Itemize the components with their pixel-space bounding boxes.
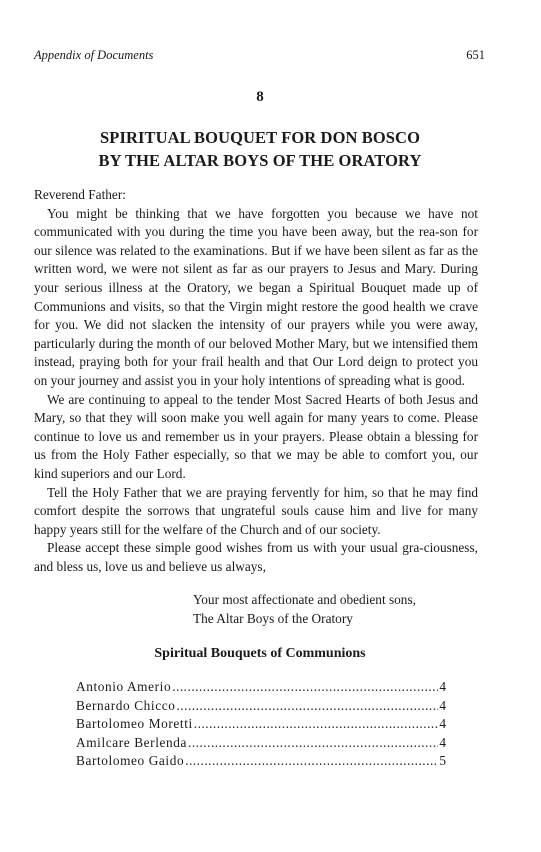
entry-count: 4: [439, 716, 446, 732]
running-title: Appendix of Documents: [34, 48, 154, 62]
salutation: Reverend Father:: [34, 187, 126, 202]
document-title: [0, 126, 520, 172]
letter-paragraph: We are continuing to appeal to the tender Most Sacred Hearts of both Jesus and Mary, so that they will soon make you well again for many years to come. Please continue to love us and remember us in your prayers. Please obtain a blessing for us from the Holy Father especially, so that we may be able to comfort you, our kind superiors and our Lord.: [34, 391, 478, 481]
document-title-line: SPIRITUAL BOUQUET FOR DON BOSCO: [99, 128, 421, 147]
letter-paragraph: You might be thinking that we have forgotten you because we have not communicated with you during the time you have been away, but the rea-son for our silence was related to the examinations. But if we have been silent as far as the written word, we were not silent as far as our prayers to Jesus and Mary. During your serious illness at the Oratory, we began a Spiritual Bouquet made up of Communions and visits, so that the Virgin might restore the good health we crave for you. We did not slacken the intensity of our prayers while you were away, particularly during the month of our beloved Mother Mary, but we intensified them instead, praying both for your frail health and that Our Lord deign to protect you on your journey and assist you in your holy intentions of spreading what is good.: [34, 205, 478, 388]
dot-leader: [188, 734, 438, 753]
list-item: [76, 734, 446, 753]
section-heading: Spiritual Bouquets of Communions: [154, 646, 366, 661]
letter-body: [34, 186, 478, 576]
letter-paragraph: Please accept these simple good wishes from us with your usual gra-ciousness, and bless us, love us and believe us always,: [34, 540, 478, 574]
signature-line: Your most affectionate and obedient sons,: [193, 592, 416, 607]
communions-list: [76, 678, 446, 771]
entry-name: Bernardo Chicco: [76, 697, 176, 713]
entry-count: 4: [439, 734, 446, 750]
dot-leader: [172, 678, 438, 697]
signature-block: [193, 591, 416, 628]
dot-leader: [176, 697, 438, 716]
dot-leader: [194, 715, 439, 734]
document-title-line: BY THE ALTAR BOYS OF THE ORATORY: [98, 151, 422, 170]
entry-name: Bartolomeo Gaido: [76, 753, 185, 769]
entry-name: Amilcare Berlenda: [76, 734, 187, 750]
list-item: [76, 678, 446, 697]
list-item: [76, 697, 446, 716]
entry-count: 4: [439, 679, 446, 694]
running-head: [34, 47, 485, 63]
document-number: 8: [256, 89, 264, 105]
list-item: [76, 752, 446, 771]
letter-paragraph: Tell the Holy Father that we are praying fervently for him, so that he may find comfort despite the sorrows that ungrateful souls cause him and live for many happy years still for the welfare of the Church and of our society.: [34, 484, 478, 537]
dot-leader: [185, 752, 438, 771]
entry-name: Bartolomeo Moretti: [76, 716, 193, 732]
signature-line: The Altar Boys of the Oratory: [193, 610, 353, 626]
page-number: 651: [466, 48, 485, 62]
list-item: [76, 715, 446, 734]
entry-count: 4: [439, 697, 446, 713]
entry-name: Antonio Amerio: [76, 679, 172, 694]
entry-count: 5: [439, 753, 446, 769]
